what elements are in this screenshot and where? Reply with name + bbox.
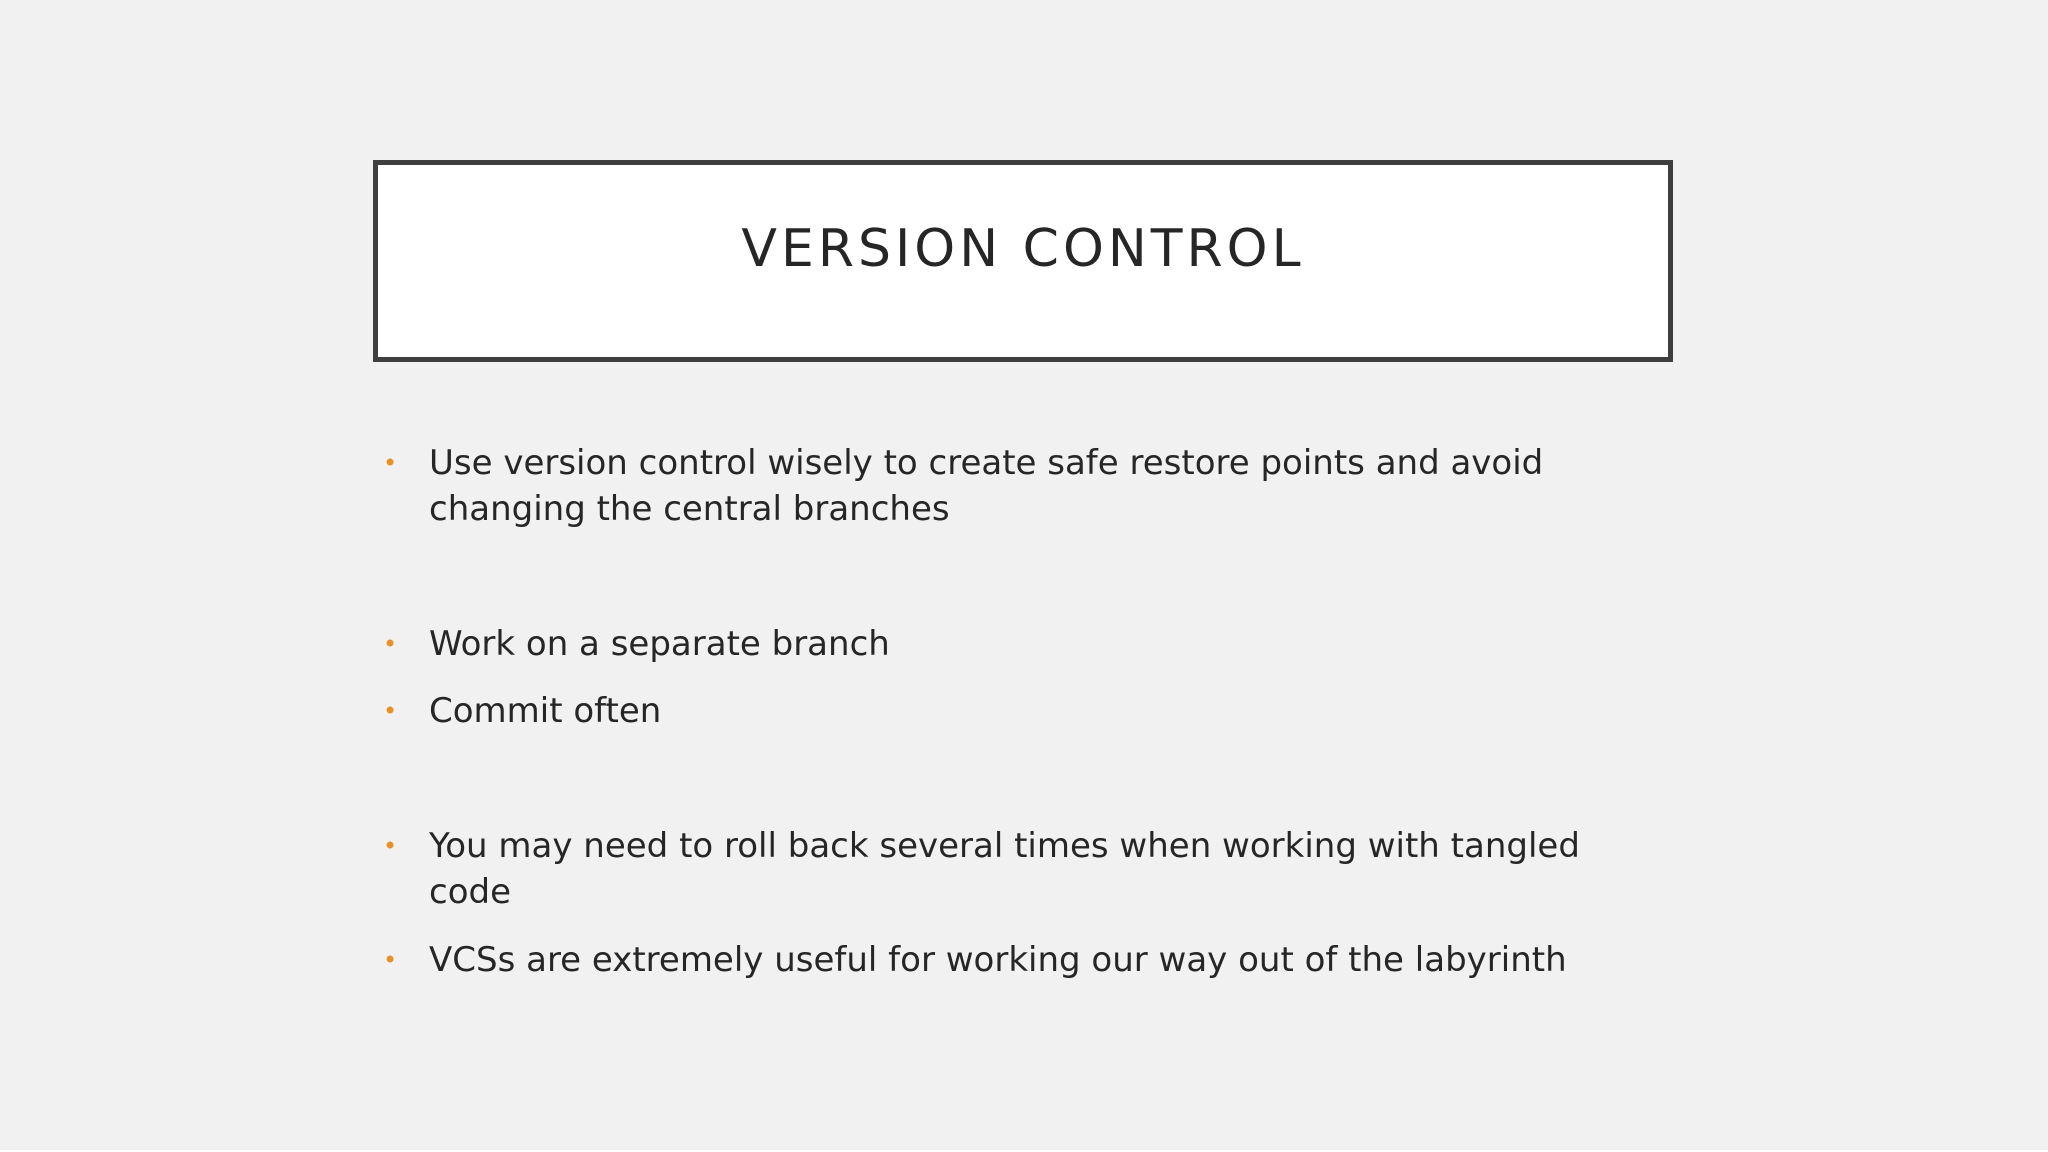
- bullet-text: You may need to roll back several times when working with tangled code: [429, 826, 1580, 912]
- title-box: [373, 160, 1673, 362]
- bullet-text: Commit often: [429, 691, 662, 731]
- bullet-dot-icon: •: [383, 832, 398, 860]
- bullet-text: Work on a separate branch: [429, 624, 890, 664]
- bullet-dot-icon: •: [383, 697, 398, 725]
- bullet-dot-icon: •: [383, 946, 398, 974]
- bullet-dot-icon: •: [383, 630, 398, 658]
- bullet-dot-icon: •: [383, 449, 398, 477]
- slide-title: VERSION CONTROL: [741, 219, 1305, 279]
- bullet-text: VCSs are extremely useful for working our way out of the labyrinth: [429, 940, 1567, 980]
- bullet-text: Use version control wisely to create safe restore points and avoid changing the central branches: [429, 443, 1544, 529]
